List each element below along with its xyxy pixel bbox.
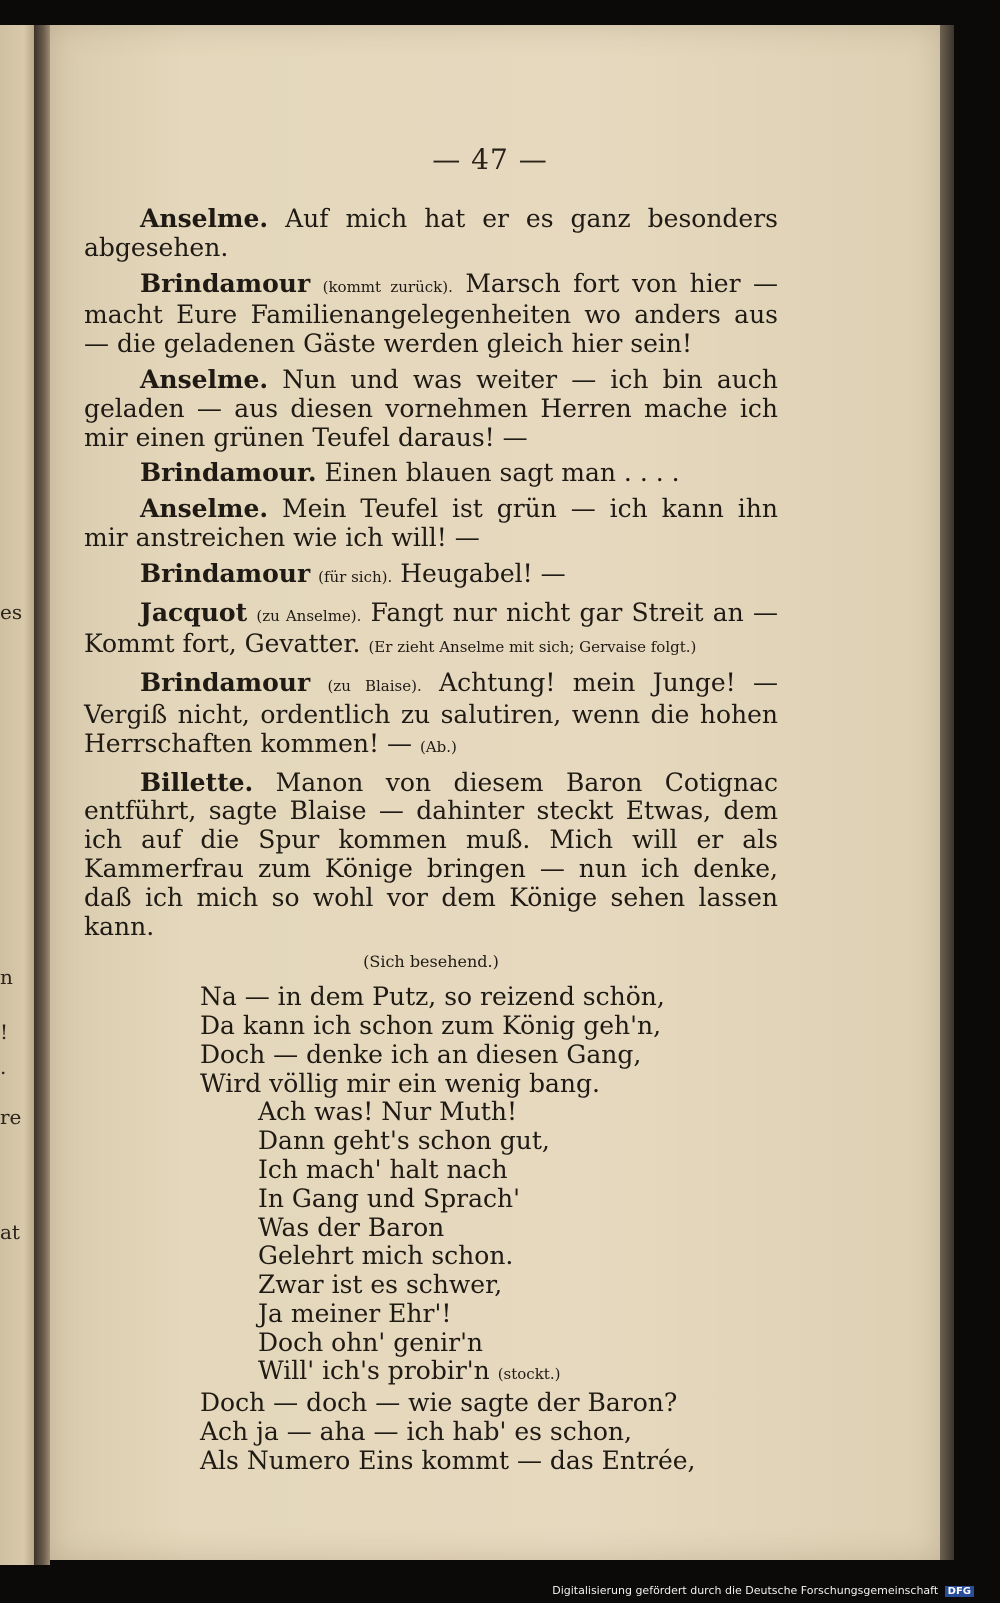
speaker-name: Anselme.: [140, 364, 269, 394]
dialogue-paragraph: [84, 270, 778, 359]
verse-line: [84, 1242, 778, 1271]
stage-direction-trailing: (Er zieht Anselme mit sich; Gervaise folgt.): [368, 638, 697, 657]
dialogue-text: Manon von diesem Baron Cotignac entführt, sagte Blaise — dahinter steckt Etwas, dem ich auf die Spur kommen muß. Mich will er als Kammerfrau zum Könige bringen — nun ich denke, daß ich mich so wohl vor dem Könige sehen lassen kann.: [84, 767, 778, 941]
left-fragment: n: [0, 965, 13, 989]
page-number: — 47 —: [432, 143, 548, 176]
stage-direction-trailing: (Ab.): [419, 737, 457, 756]
verse-text: In Gang und Sprach': [258, 1183, 520, 1213]
verse-line: [84, 1214, 778, 1243]
dialogue-block: [84, 205, 778, 941]
verse-line: [84, 983, 778, 1012]
verse-text: Zwar ist es schwer,: [258, 1270, 503, 1300]
left-fragment: !: [0, 1020, 9, 1044]
verse-text: Ja meiner Ehr'!: [258, 1298, 452, 1328]
left-fragment: at: [0, 1220, 20, 1244]
speaker-name: Brindamour: [140, 268, 311, 298]
song-verse: [84, 983, 778, 1476]
verse-line: [84, 1012, 778, 1041]
page-right-edge: [940, 25, 954, 1560]
speaker-name: Anselme.: [140, 204, 269, 233]
dialogue-paragraph: [84, 769, 778, 942]
verse-line: [84, 1357, 778, 1389]
dialogue-text: Mein Teufel ist grün — ich kann ihn mir anstreichen wie ich will! —: [84, 494, 778, 552]
verse-text: Dann geht's schon gut,: [258, 1126, 550, 1156]
dialogue-paragraph: [84, 205, 778, 263]
stage-direction-inline: (für sich).: [318, 567, 393, 586]
speaker-name: Anselme.: [140, 494, 269, 524]
speaker-name: Jacquot: [140, 597, 248, 627]
dialogue-text: Achtung! mein Junge! — Vergiß nicht, ordentlich zu salutiren, wenn die hohen Herrschaften kommen! —: [84, 668, 778, 758]
left-fragment: .: [0, 1055, 7, 1079]
footer-text: Digitalisierung gefördert durch die Deutsche Forschungsgemeinschaft: [552, 1584, 939, 1597]
dialogue-paragraph: [84, 459, 778, 488]
dialogue-paragraph: [84, 669, 778, 761]
verse-line: [84, 1098, 778, 1127]
digitization-footer: [552, 1584, 974, 1597]
dialogue-paragraph: [84, 495, 778, 553]
verse-text: Na — in dem Putz, so reizend schön,: [200, 982, 665, 1012]
dfg-logo: DFG: [945, 1586, 974, 1597]
verse-text: Doch — doch — wie sagte der Baron?: [200, 1388, 678, 1418]
speaker-name: Brindamour: [140, 558, 311, 588]
speaker-name: Billette.: [140, 767, 254, 797]
book-page: [50, 25, 940, 1560]
verse-text: Ach was! Nur Muth!: [258, 1097, 517, 1127]
stage-direction-trailing: (stockt.): [497, 1365, 561, 1384]
verse-text: Ach ja — aha — ich hab' es schon,: [200, 1417, 632, 1447]
stage-direction-inline: (zu Anselme).: [256, 606, 362, 625]
dialogue-paragraph: [84, 560, 778, 592]
verse-text: Da kann ich schon zum König geh'n,: [200, 1010, 662, 1040]
left-fragment: re: [0, 1105, 22, 1129]
dialogue-text: Nun und was weiter — ich bin auch geladen — aus diesen vornehmen Herren mache ich mir einen grünen Teufel daraus! —: [84, 364, 778, 452]
verse-text: Gelehrt mich schon.: [258, 1241, 514, 1271]
verse-text: Doch — denke ich an diesen Gang,: [200, 1039, 642, 1069]
verse-line: [84, 1271, 778, 1300]
left-fragment: es: [0, 600, 23, 624]
dialogue-paragraph: [84, 366, 778, 452]
dialogue-text: Heugabel! —: [400, 558, 566, 588]
speaker-name: Brindamour: [140, 668, 311, 698]
verse-text: Will' ich's probir'n: [258, 1356, 490, 1386]
verse-line: [84, 1185, 778, 1214]
book-gutter: [34, 25, 50, 1565]
stage-direction: (Sich besehend.): [363, 952, 499, 972]
dialogue-text: Marsch fort von hier — macht Eure Familienangelegenheiten wo anders aus — die geladenen Gäste werden gleich hier sein!: [84, 268, 778, 359]
verse-line: [84, 1127, 778, 1156]
verse-text: Ich mach' halt nach: [258, 1154, 508, 1184]
verse-text: Als Numero Eins kommt — das Entrée,: [200, 1445, 696, 1475]
dialogue-text: Einen blauen sagt man . . . .: [324, 458, 680, 488]
verse-line: [84, 1070, 778, 1099]
stage-direction-inline: (kommt zurück).: [322, 277, 453, 296]
verse-line: [84, 1329, 778, 1358]
verse-text: Wird völlig mir ein wenig bang.: [200, 1068, 600, 1098]
dialogue-paragraph: [84, 599, 778, 663]
dialogue-text: Fangt nur nicht gar Streit an — Kommt fort, Gevatter.: [84, 597, 778, 659]
verse-line: [84, 1389, 778, 1418]
verse-line: [84, 1041, 778, 1070]
verse-line: [84, 1156, 778, 1185]
page-text: [84, 205, 778, 1476]
stage-direction-inline: (zu Blaise).: [327, 677, 422, 696]
verse-line: [84, 1300, 778, 1329]
speaker-name: Brindamour.: [140, 458, 317, 488]
dialogue-text: Auf mich hat er es ganz besonders abgesehen.: [84, 204, 779, 262]
verse-text: Was der Baron: [258, 1212, 445, 1242]
left-page-edge: [0, 25, 34, 1565]
verse-text: Doch ohn' genir'n: [258, 1327, 484, 1357]
verse-line: [84, 1447, 778, 1476]
verse-line: [84, 1418, 778, 1447]
